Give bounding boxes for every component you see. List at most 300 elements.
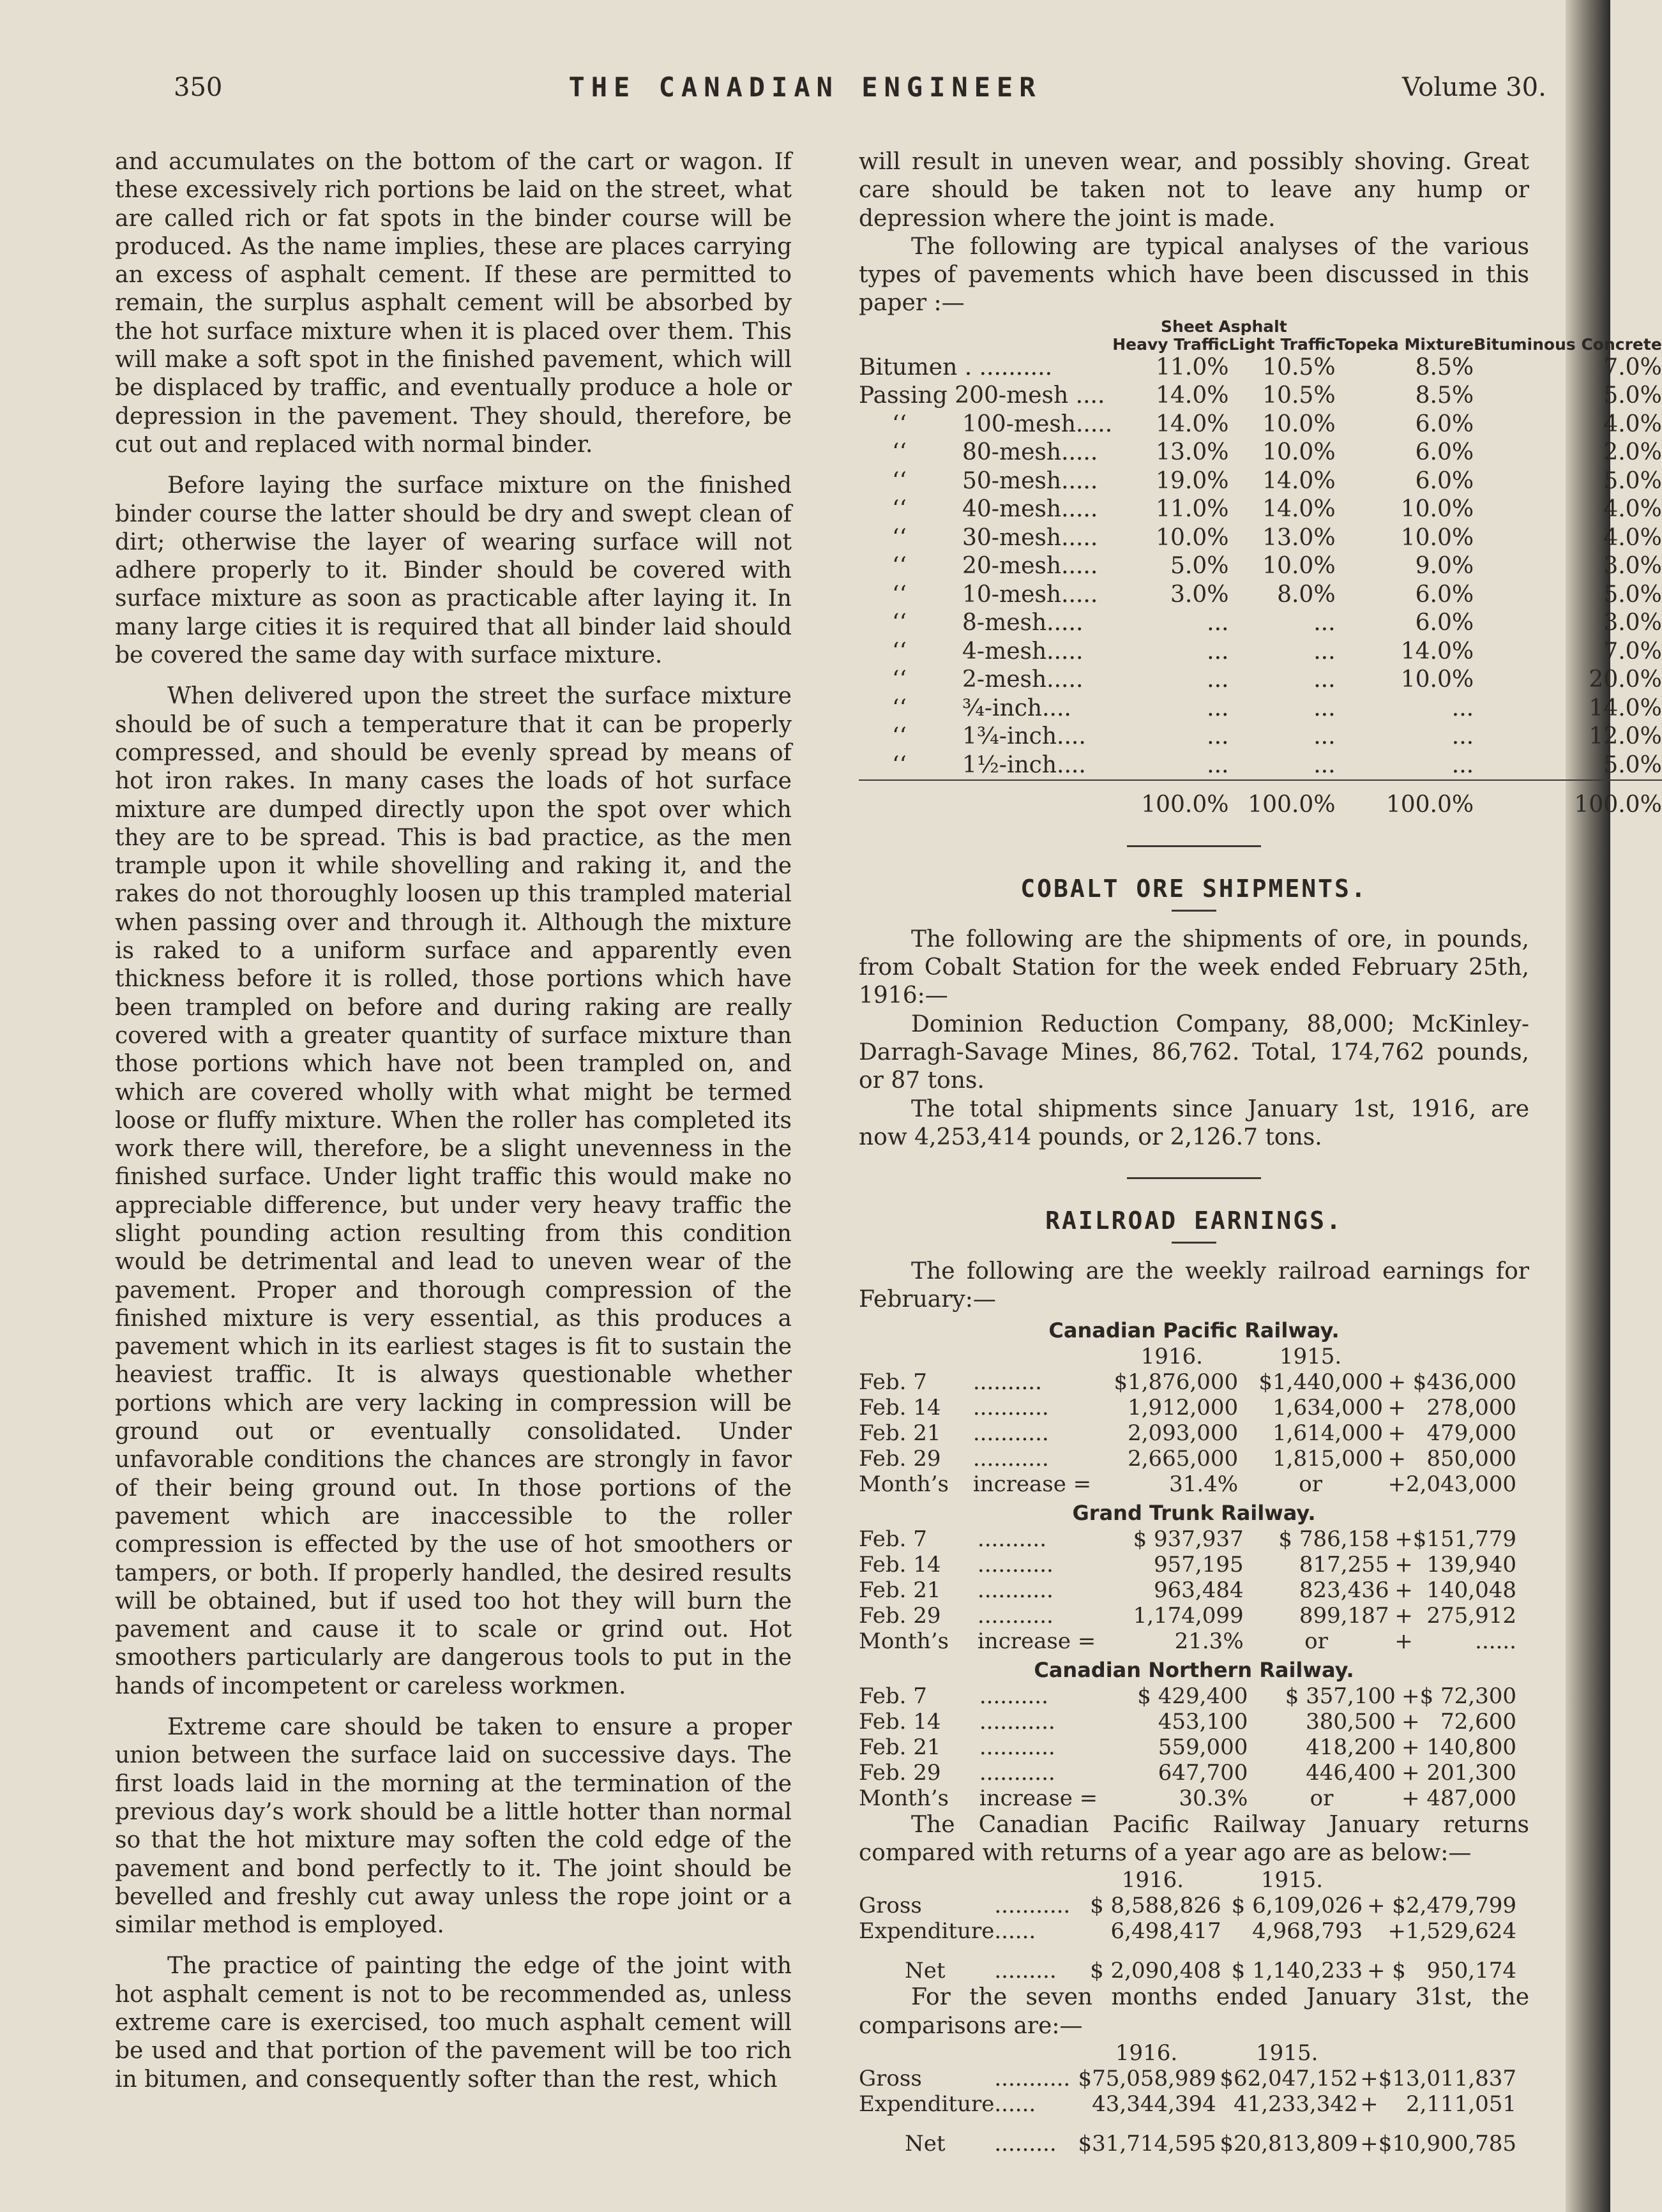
leader-dots: .......... <box>972 1369 1042 1395</box>
leader-dots: ...... <box>994 1918 1036 1945</box>
increase-label: increase = <box>977 1628 1096 1654</box>
january-table <box>859 1867 1516 1983</box>
total-cell: 100.0% <box>1474 780 1662 820</box>
table-row <box>859 382 1662 410</box>
leader-dots: ......... <box>994 2130 1057 2156</box>
change-sign: + $ <box>1366 1958 1406 1984</box>
earnings-row <box>859 1603 1516 1629</box>
table-cell: ... <box>1207 695 1229 721</box>
ditto-mark: ‘‘ <box>892 723 907 750</box>
paragraph: The following are the weekly railroad earnings for February:— <box>859 1258 1529 1313</box>
row-label-text: 2-mesh..... <box>962 666 1084 693</box>
table-cell: 9.0% <box>1415 553 1474 580</box>
table-cell: 10.5% <box>1262 354 1336 380</box>
change-sign: + <box>1360 2065 1379 2091</box>
table-cell: 8.0% <box>1277 581 1336 608</box>
earnings-row <box>859 1683 1516 1709</box>
year-label: 1916. <box>1115 2040 1178 2066</box>
value-1916: $75,058,989 <box>1078 2065 1216 2091</box>
row-label-text: ¾-inch.... <box>962 695 1071 721</box>
value-1916: 43,344,394 <box>1092 2091 1216 2117</box>
row-label: Gross <box>859 1893 922 1919</box>
table-cell: 12.0% <box>1589 723 1662 750</box>
gtr-table <box>859 1526 1516 1654</box>
table-cell: 14.0% <box>1262 467 1336 494</box>
table-cell: 8.5% <box>1415 382 1474 409</box>
paragraph: The practice of painting the edge of the joint with hot asphalt cement is not to be recommended as, unless extreme care is exercised, too much asphalt cement will be used and that portion of the pavement will be too rich in bitumen, and consequently softer than the rest, which <box>115 1953 792 2093</box>
earnings-row <box>859 2091 1516 2117</box>
table-cell: 19.0% <box>1156 467 1229 494</box>
row-label: Feb. 7 <box>859 1369 927 1395</box>
table-cell: 14.0% <box>1400 638 1474 665</box>
value-1915: 1,634,000 <box>1273 1394 1384 1420</box>
change-value: 1,529,624 <box>1405 1918 1516 1945</box>
table-cell: 10.0% <box>1400 666 1474 693</box>
leader-dots: ........... <box>977 1577 1054 1603</box>
value-1916: $ 2,090,408 <box>1090 1958 1221 1984</box>
ditto-mark: ‘‘ <box>892 467 907 494</box>
row-label: Expenditure <box>859 2091 995 2117</box>
year-label: 1916. <box>1121 1867 1184 1893</box>
table-cell: 4.0% <box>1603 524 1662 551</box>
change-sign: + <box>1394 1551 1413 1577</box>
increase-percent: 31.4% <box>1169 1471 1239 1497</box>
row-label: Month’s <box>859 1785 949 1811</box>
value-1915: 817,255 <box>1299 1551 1389 1577</box>
table-row <box>859 467 1662 496</box>
table-row <box>859 723 1662 751</box>
row-label <box>859 751 1112 781</box>
change-value: 139,940 <box>1426 1551 1516 1577</box>
value-1915: 380,500 <box>1306 1708 1396 1734</box>
journal-title: THE CANADIAN ENGINEER <box>568 71 1042 103</box>
paragraph: will result in uneven wear, and possibly shoving. Great care should be taken not to leave any hump or depression where the joint is made. <box>859 149 1529 232</box>
table-cell: ... <box>1451 751 1474 778</box>
value-1915: $ 6,109,026 <box>1231 1893 1363 1919</box>
change-value: 2,043,000 <box>1405 1471 1516 1497</box>
cnr-heading: Canadian Northern Railway. <box>1034 1657 1354 1682</box>
increase-label: increase = <box>972 1471 1092 1497</box>
table-cell: 3.0% <box>1603 553 1662 580</box>
leader-dots: ........... <box>972 1394 1049 1420</box>
change-sign: + $ <box>1366 1893 1406 1919</box>
leader-dots: ........... <box>994 2065 1071 2091</box>
total-cell: 100.0% <box>1228 780 1335 820</box>
increase-row <box>859 1629 1516 1654</box>
table-cell: 10.0% <box>1262 410 1336 437</box>
row-label-text: 30-mesh..... <box>962 524 1098 551</box>
row-label <box>859 552 1112 581</box>
row-label <box>859 410 1112 439</box>
row-label: Feb. 29 <box>859 1602 941 1629</box>
table-cell: 10.0% <box>1400 524 1474 551</box>
row-label <box>859 666 1112 695</box>
paragraph: When delivered upon the street the surface mixture should be of such a temperature that it can be properly compressed, and should be evenly spread by means of hot iron rakes. In many cases the loads of hot surface mixture are dumped directly upon the spot over which they are to be spread. This is bad practice, as the men trample upon it while shovelling and raking it, and the rakes do not thoroughly loosen up this trampled material when passing over and through it. Although the mixture is raked to a uniform surface and apparently even thickness before it is rolled, those portions which have been trampled on before and during raking are really covered with a greater quantity of surface mixture than those portions which have not been trampled on, and which are covered wholly with what might be termed loose or fluffy mixture. When the roller has completed its work there will, therefore, be a slight unevenness in the finished surface. Under light traffic this would make no appreciable difference, but under very heavy traffic the slight pounding action resulting from this condition would be detrimental and lead to uneven wear of the pavement. Proper and thorough compression of the finished mixture is very essential, as this produces a pavement which in its earliest stages is fit to sustain the heaviest traffic. It is always questionable whether portions which are very lacking in compression will be ground out or eventually consolidated. Under unfavorable conditions the chances are strongly in favor of their being ground out. In those portions of the pavement which are inaccessible to the roller compression is effected by the use of hot smoothers or tampers, or both. If properly handled, the desired results will be obtained, but if used too hot they will burn the pavement and cause it to scale or grind out. Hot smoothers particularly are dangerous tools to put in the hands of incompetent or careless workmen. <box>115 683 792 1699</box>
row-label <box>859 439 1112 467</box>
column-header: Bituminous Concrete <box>1474 335 1662 354</box>
value-1916: 6,498,417 <box>1110 1918 1221 1945</box>
row-label: Feb. 14 <box>859 1551 941 1577</box>
change-sign: + <box>1394 1628 1413 1654</box>
right-column <box>859 148 1662 2156</box>
table-cell: ... <box>1313 666 1336 693</box>
value-1916: 2,665,000 <box>1128 1445 1239 1471</box>
year-label: 1915. <box>1279 1343 1342 1369</box>
year-label: 1915. <box>1260 1867 1324 1893</box>
change-value: 479,000 <box>1426 1420 1516 1446</box>
value-1916: 453,100 <box>1158 1708 1248 1734</box>
row-label-text: Passing 200-mesh .... <box>859 382 1105 409</box>
ditto-mark: ‘‘ <box>892 751 907 778</box>
paragraph: Dominion Reduction Company, 88,000; McKinley-Darragh-Savage Mines, 86,762. Total, 174,762 pounds, or 87 tons. <box>859 1011 1529 1094</box>
row-label-text: 1¾-inch.... <box>962 723 1086 750</box>
ditto-mark: ‘‘ <box>892 666 907 693</box>
left-column <box>115 148 792 2094</box>
row-label: Feb. 21 <box>859 1420 941 1446</box>
increase-label: increase = <box>979 1785 1098 1811</box>
table-row <box>859 524 1662 553</box>
row-label <box>859 695 1112 723</box>
value-1915: $62,047,152 <box>1220 2065 1358 2091</box>
value-1915: 41,233,342 <box>1233 2091 1358 2117</box>
earnings-row <box>859 1395 1516 1420</box>
table-cell: 7.0% <box>1603 638 1662 665</box>
change-value: $13,011,837 <box>1378 2065 1516 2091</box>
or-label: or <box>1310 1785 1334 1811</box>
increase-percent: 30.3% <box>1179 1785 1248 1811</box>
section-divider <box>1127 845 1261 847</box>
row-label <box>859 382 1112 410</box>
table-row <box>859 354 1662 382</box>
page-number: 350 <box>174 73 223 102</box>
table-row <box>859 666 1662 695</box>
table-cell: 11.0% <box>1156 496 1229 523</box>
row-label-text: 20-mesh..... <box>962 553 1098 580</box>
paragraph: and accumulates on the bottom of the cart or wagon. If these excessively rich portions be laid on the street, what are called rich or fat spots in the binder course will be produced. As the name implies, these are places carrying an excess of asphalt cement. If these are permitted to remain, the surplus asphalt cement will be absorbed by the hot surface mixture when it is placed over them. This will make a soft spot in the finished pavement, which will be displaced by traffic, and eventually produce a hole or depression in the pavement. They should, therefore, be cut out and replaced with normal binder. <box>115 149 792 458</box>
value-1916: 1,174,099 <box>1133 1602 1244 1629</box>
ditto-mark: ‘‘ <box>892 553 907 580</box>
value-1916: $ 937,937 <box>1133 1526 1244 1552</box>
row-label: Month’s <box>859 1628 949 1654</box>
row-label: Feb. 7 <box>859 1526 927 1552</box>
table-cell: ... <box>1313 610 1336 636</box>
row-label: Expenditure <box>859 1918 995 1945</box>
change-sign: + <box>1401 1785 1420 1811</box>
change-sign: + <box>1401 1683 1420 1709</box>
increase-percent: 21.3% <box>1174 1628 1244 1654</box>
change-value: 850,000 <box>1426 1445 1516 1471</box>
change-value: 2,111,051 <box>1405 2091 1516 2117</box>
increase-row <box>859 1471 1516 1497</box>
row-label: Net <box>905 2130 946 2156</box>
gtr-heading: Grand Trunk Railway. <box>1072 1500 1316 1525</box>
table-cell: ... <box>1451 723 1474 750</box>
table-cell: ... <box>1313 751 1336 778</box>
paragraph: For the seven months ended January 31st, the comparisons are:— <box>859 1984 1529 2039</box>
paragraph: The following are the shipments of ore, in pounds, from Cobalt Station for the week ended February 25th, 1916:— <box>859 926 1529 1009</box>
table-cell: 20.0% <box>1589 666 1662 693</box>
cobalt-title: COBALT ORE SHIPMENTS. <box>1020 874 1368 903</box>
row-label <box>859 609 1112 638</box>
value-1916: 963,484 <box>1154 1577 1244 1603</box>
table-cell: 5.0% <box>1603 382 1662 409</box>
value-1916: $ 429,400 <box>1137 1683 1248 1709</box>
row-label-text: 80-mesh..... <box>962 439 1098 466</box>
row-label: Feb. 21 <box>859 1577 941 1603</box>
table-cell: ... <box>1313 638 1336 665</box>
row-label <box>859 723 1112 751</box>
value-1916: 2,093,000 <box>1128 1420 1239 1446</box>
paragraph: Before laying the surface mixture on the finished binder course the latter should be dry and swept clean of dirt; otherwise the layer of wearing surface will not adhere properly to it. Binder should be covered with surface mixture as soon as practicable after laying it. In many large cities it is required that all binder laid should be covered the same day with surface mixture. <box>115 472 792 669</box>
leader-dots: ........... <box>972 1420 1049 1446</box>
table-row <box>859 638 1662 666</box>
row-label: Feb. 7 <box>859 1683 927 1709</box>
table-cell: 6.0% <box>1415 581 1474 608</box>
table-cell: 6.0% <box>1415 439 1474 466</box>
row-label: Feb. 14 <box>859 1394 941 1420</box>
leader-dots: ...... <box>994 2091 1036 2117</box>
row-label <box>859 524 1112 553</box>
change-sign: + <box>1387 1445 1406 1471</box>
leader-dots: ........... <box>979 1708 1055 1734</box>
earnings-row <box>859 2066 1516 2091</box>
table-cell: 6.0% <box>1415 467 1474 494</box>
change-sign: + <box>1401 1708 1420 1734</box>
table-cell: 6.0% <box>1415 410 1474 437</box>
value-1916: 647,700 <box>1158 1759 1248 1786</box>
value-1915: $ 1,140,233 <box>1231 1958 1363 1984</box>
leader-dots: ........... <box>979 1759 1055 1786</box>
row-label <box>859 354 1112 382</box>
table-cell: ... <box>1207 610 1229 636</box>
earnings-row <box>859 1420 1516 1446</box>
table-cell: 10.0% <box>1262 439 1336 466</box>
value-1915: 1,614,000 <box>1273 1420 1384 1446</box>
leader-dots: ........... <box>994 1893 1071 1919</box>
value-1915: 1,815,000 <box>1273 1445 1384 1471</box>
table-cell: 6.0% <box>1415 610 1474 636</box>
table-cell: 14.0% <box>1156 410 1229 437</box>
value-1915: 823,436 <box>1299 1577 1389 1603</box>
change-value: $151,779 <box>1412 1526 1516 1552</box>
table-cell: 5.0% <box>1170 553 1229 580</box>
value-1915: 418,200 <box>1306 1734 1396 1760</box>
row-label-text: 40-mesh..... <box>962 496 1098 523</box>
pavement-analysis-table <box>859 318 1662 820</box>
change-sign: + <box>1387 1394 1406 1420</box>
earnings-row <box>859 1709 1516 1734</box>
value-1916: 559,000 <box>1158 1734 1248 1760</box>
table-cell: ... <box>1207 751 1229 778</box>
earnings-row <box>859 1577 1516 1603</box>
earnings-row <box>859 1893 1516 1918</box>
leader-dots: ........... <box>977 1602 1054 1629</box>
table-cell: 13.0% <box>1156 439 1229 466</box>
change-value: 278,000 <box>1426 1394 1516 1420</box>
table-cell: 14.0% <box>1589 695 1662 721</box>
change-sign: + <box>1394 1602 1413 1629</box>
earnings-row <box>859 1734 1516 1760</box>
row-label-text: 100-mesh..... <box>962 410 1113 437</box>
change-value: 140,800 <box>1426 1734 1516 1760</box>
table-cell: ... <box>1313 723 1336 750</box>
net-row <box>859 1958 1516 1983</box>
paragraph: The Canadian Pacific Railway January returns compared with returns of a year ago are as below:— <box>859 1811 1529 1867</box>
row-label: Month’s <box>859 1471 949 1497</box>
title-underline <box>1172 910 1216 912</box>
table-cell: 3.0% <box>1603 610 1662 636</box>
paragraph: Extreme care should be taken to ensure a proper union between the surface laid on successive days. The first loads laid in the morning at the termination of the previous day’s work should be a little hotter than normal so that the hot mixture may soften the cold edge of the pavement and bond perfectly to it. The joint should be bevelled and freshly cut away unless the rope joint or a similar method is employed. <box>115 1714 792 1939</box>
ditto-mark: ‘‘ <box>892 410 907 437</box>
value-1916: 1,912,000 <box>1128 1394 1239 1420</box>
row-label: Feb. 14 <box>859 1708 941 1734</box>
ditto-mark: ‘‘ <box>892 610 907 636</box>
earnings-row <box>859 1446 1516 1471</box>
change-value: 487,000 <box>1426 1785 1516 1811</box>
row-label-text: 8-mesh..... <box>962 610 1084 636</box>
row-label <box>859 467 1112 496</box>
table-cell: 4.0% <box>1603 410 1662 437</box>
section-divider <box>1127 1177 1261 1179</box>
change-value: 275,912 <box>1426 1602 1516 1629</box>
railroad-title: RAILROAD EARNINGS. <box>1045 1207 1343 1235</box>
row-label-text: 1½-inch.... <box>962 751 1086 778</box>
table-cell: 5.0% <box>1603 467 1662 494</box>
leader-dots: ........... <box>972 1445 1049 1471</box>
change-sign: + <box>1394 1577 1413 1603</box>
row-label-text: 10-mesh..... <box>962 581 1098 608</box>
group-header: Sheet Asphalt <box>1161 317 1287 336</box>
change-sign: + <box>1394 1526 1413 1552</box>
table-row <box>859 495 1662 524</box>
value-1916: 957,195 <box>1154 1551 1244 1577</box>
table-cell: ... <box>1207 666 1229 693</box>
table-cell: 3.0% <box>1170 581 1229 608</box>
value-1915: 4,968,793 <box>1252 1918 1363 1945</box>
row-label-text: Bitumen . .......... <box>859 354 1053 380</box>
or-label: or <box>1299 1471 1322 1497</box>
value-1915: 899,187 <box>1299 1602 1389 1629</box>
value-1916: $ 8,588,826 <box>1090 1893 1221 1919</box>
table-cell: 10.0% <box>1262 553 1336 580</box>
change-sign: + <box>1360 2091 1379 2117</box>
table-cell: ... <box>1313 695 1336 721</box>
value-1915: $20,813,809 <box>1220 2130 1358 2156</box>
leader-dots: ........... <box>977 1551 1054 1577</box>
net-row <box>859 2131 1516 2156</box>
leader-dots: ........... <box>979 1734 1055 1760</box>
column-header: Light Traffic <box>1228 335 1336 354</box>
earnings-row <box>859 1918 1516 1944</box>
paragraph: The total shipments since January 1st, 1916, are now 4,253,414 pounds, or 2,126.7 tons. <box>859 1095 1529 1150</box>
or-label: or <box>1304 1628 1328 1654</box>
total-cell: 100.0% <box>1336 780 1474 820</box>
ditto-mark: ‘‘ <box>892 496 907 523</box>
change-value: 140,048 <box>1426 1577 1516 1603</box>
table-row <box>859 439 1662 467</box>
row-label: Feb. 29 <box>859 1445 941 1471</box>
earnings-row <box>859 1760 1516 1786</box>
row-label: Feb. 29 <box>859 1759 941 1786</box>
title-underline <box>1172 1242 1216 1244</box>
table-cell: 14.0% <box>1156 382 1229 409</box>
change-sign: + <box>1387 1471 1406 1497</box>
table-cell: 8.5% <box>1415 354 1474 380</box>
earnings-row <box>859 1369 1516 1395</box>
volume-label: Volume 30. <box>1402 73 1546 102</box>
row-label: Gross <box>859 2065 922 2091</box>
change-value: ...... <box>1475 1628 1516 1654</box>
paragraph: The following are typical analyses of the various types of pavements which have been discussed in this paper :— <box>859 233 1529 317</box>
table-row <box>859 609 1662 638</box>
column-header: Topeka Mixture <box>1335 335 1474 354</box>
table-cell: 5.0% <box>1603 581 1662 608</box>
table-row <box>859 552 1662 581</box>
change-value: 2,479,799 <box>1405 1893 1516 1919</box>
table-cell: ... <box>1207 723 1229 750</box>
leader-dots: .......... <box>977 1526 1046 1552</box>
change-sign: + <box>1387 1918 1406 1945</box>
leader-dots: ......... <box>994 1958 1057 1984</box>
table-cell: 10.0% <box>1156 524 1229 551</box>
earnings-row <box>859 1552 1516 1577</box>
ditto-mark: ‘‘ <box>892 695 907 721</box>
row-label: Feb. 21 <box>859 1734 941 1760</box>
value-1915: $ 786,158 <box>1278 1526 1389 1552</box>
value-1915: 446,400 <box>1306 1759 1396 1786</box>
row-label: Net <box>905 1958 946 1984</box>
change-sign: + <box>1360 2130 1379 2156</box>
ditto-mark: ‘‘ <box>892 439 907 466</box>
year-label: 1916. <box>1140 1343 1203 1369</box>
change-value: 950,174 <box>1426 1958 1516 1984</box>
leader-dots: .......... <box>979 1683 1048 1709</box>
table-row <box>859 751 1662 781</box>
table-row <box>859 695 1662 723</box>
column-header: Heavy Traffic <box>1112 335 1229 354</box>
totals-row <box>859 780 1662 820</box>
table-row <box>859 410 1662 439</box>
table-cell: 5.0% <box>1603 751 1662 778</box>
change-value: 201,300 <box>1426 1759 1516 1786</box>
change-value: 72,600 <box>1440 1708 1516 1734</box>
change-sign: + <box>1387 1420 1406 1446</box>
change-value: $10,900,785 <box>1378 2130 1516 2156</box>
total-cell: 100.0% <box>1112 780 1228 820</box>
change-sign: + <box>1387 1369 1406 1395</box>
table-cell: 13.0% <box>1262 524 1336 551</box>
table-cell: 14.0% <box>1262 496 1336 523</box>
ditto-mark: ‘‘ <box>892 524 907 551</box>
ditto-mark: ‘‘ <box>892 581 907 608</box>
row-label-text: 50-mesh..... <box>962 467 1098 494</box>
table-cell: 7.0% <box>1603 354 1662 380</box>
value-1916: $1,876,000 <box>1114 1369 1239 1395</box>
increase-row <box>859 1786 1516 1811</box>
table-cell: 2.0% <box>1603 439 1662 466</box>
value-1916: $31,714,595 <box>1078 2130 1216 2156</box>
row-label <box>859 638 1112 666</box>
cpr-table <box>859 1344 1516 1497</box>
row-label <box>859 581 1112 610</box>
cpr-heading: Canadian Pacific Railway. <box>1048 1318 1340 1343</box>
change-sign: + <box>1401 1734 1420 1760</box>
value-1915: $ 357,100 <box>1285 1683 1396 1709</box>
earnings-row <box>859 1526 1516 1552</box>
table-cell: ... <box>1207 638 1229 665</box>
year-label: 1915. <box>1256 2040 1318 2066</box>
row-label-text: 4-mesh..... <box>962 638 1084 665</box>
